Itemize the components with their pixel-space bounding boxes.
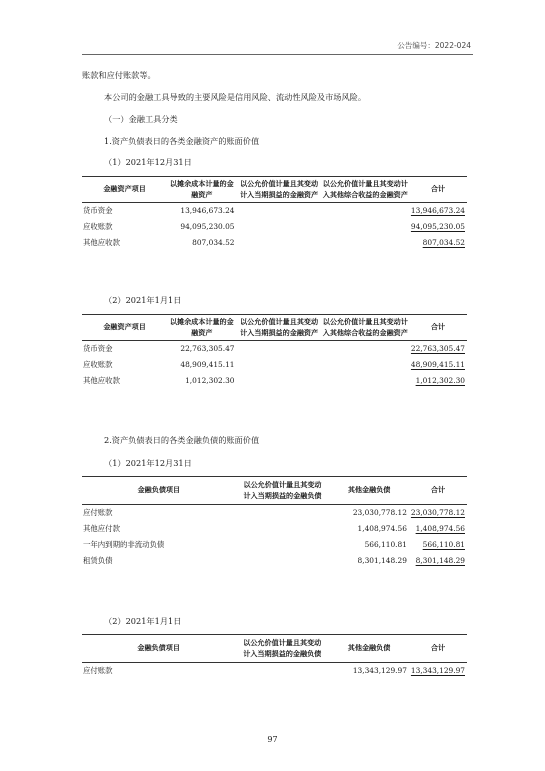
table-row bbox=[82, 373, 467, 389]
table-row bbox=[82, 521, 467, 537]
column-header: 合计 bbox=[409, 635, 467, 663]
total-value: 807,034.52 bbox=[422, 238, 465, 247]
subheading-financial-assets: 1.资产负债表日的各类金融资产的账面价值 bbox=[104, 136, 260, 146]
column-header: 合计 bbox=[409, 477, 467, 505]
date-heading-liabilities-2021-01-01: （2）2021年1月1日 bbox=[104, 616, 182, 626]
total-value: 1,408,974.56 bbox=[415, 524, 465, 533]
column-header: 金融资产项目 bbox=[82, 315, 167, 341]
fvoci-value bbox=[322, 373, 409, 389]
column-header: 金融负债项目 bbox=[82, 635, 235, 663]
fvoci-value bbox=[322, 235, 409, 251]
subheading-financial-liabilities: 2.资产负债表日的各类金融负债的账面价值 bbox=[104, 435, 260, 445]
total-value: 1,012,302.30 bbox=[415, 376, 465, 385]
table-row bbox=[82, 235, 467, 251]
table-row bbox=[82, 553, 467, 569]
table-header-row bbox=[82, 315, 467, 341]
financial-assets-table-2021-12-31 bbox=[82, 176, 467, 251]
amortized-cost-value: 48,909,415.11 bbox=[180, 360, 235, 369]
total-value: 13,946,673.24 bbox=[410, 206, 465, 216]
date-heading-assets-2021-01-01: （2）2021年1月1日 bbox=[104, 295, 182, 305]
column-header: 金融资产项目 bbox=[82, 177, 167, 203]
total-value: 48,909,415.11 bbox=[410, 360, 465, 369]
column-header: 以摊余成本计量的金融资产 bbox=[167, 315, 236, 341]
paragraph-risk-summary: 本公司的金融工具导致的主要风险是信用风险、流动性风险及市场风险。 bbox=[104, 92, 367, 102]
row-label: 应付账款 bbox=[83, 508, 113, 518]
amortized-cost-value: 13,946,673.24 bbox=[180, 206, 235, 216]
total-value: 22,763,305.47 bbox=[410, 344, 465, 354]
fvtpl-value bbox=[236, 357, 321, 373]
table-row bbox=[82, 341, 467, 357]
other-liability-value: 1,408,974.56 bbox=[357, 524, 407, 533]
page-number: 97 bbox=[267, 735, 278, 744]
row-label: 租赁负债 bbox=[83, 556, 113, 565]
column-header: 以摊余成本计量的金融资产 bbox=[167, 177, 236, 203]
fvoci-value bbox=[322, 203, 409, 219]
column-header: 以公允价值计量且其变动计入当期损益的金融资产 bbox=[236, 315, 321, 341]
financial-assets-table-2021-01-01 bbox=[82, 314, 467, 389]
fvtpl-liability-value bbox=[236, 505, 330, 521]
table-row bbox=[82, 663, 467, 679]
table-header-row bbox=[82, 177, 467, 203]
amortized-cost-value: 807,034.52 bbox=[192, 238, 235, 247]
other-liability-value: 23,030,778.12 bbox=[352, 508, 407, 518]
table-header-row bbox=[82, 477, 467, 505]
table-row bbox=[82, 219, 467, 235]
row-label: 一年内到期的非流动负债 bbox=[83, 540, 165, 549]
total-value: 23,030,778.12 bbox=[410, 508, 465, 518]
row-label: 货币资金 bbox=[83, 344, 113, 354]
table-row bbox=[82, 203, 467, 219]
row-label: 应付账款 bbox=[83, 666, 113, 676]
other-liability-value: 566,110.81 bbox=[364, 540, 407, 549]
column-header: 以公允价值计量且其变动计入其他综合收益的金融资产 bbox=[322, 315, 409, 341]
column-header: 其他金融负债 bbox=[329, 635, 409, 663]
financial-liabilities-table-2021-01-01 bbox=[82, 634, 467, 679]
fvtpl-value bbox=[236, 203, 321, 219]
fvtpl-liability-value bbox=[236, 553, 330, 569]
column-header: 合计 bbox=[409, 315, 467, 341]
column-header: 金融负债项目 bbox=[82, 477, 236, 505]
table-row bbox=[82, 357, 467, 373]
column-header: 以公允价值计量且其变动计入当期损益的金融负债 bbox=[236, 477, 330, 505]
fvtpl-value bbox=[236, 341, 321, 357]
amortized-cost-value: 22,763,305.47 bbox=[180, 344, 235, 354]
table-row bbox=[82, 537, 467, 553]
row-label: 应收账款 bbox=[83, 360, 113, 369]
column-header: 合计 bbox=[409, 177, 467, 203]
fvtpl-liability-value bbox=[236, 521, 330, 537]
row-label: 其他应收款 bbox=[83, 238, 120, 247]
date-heading-assets-2021-12-31: （1）2021年12月31日 bbox=[104, 157, 192, 167]
fvoci-value bbox=[322, 341, 409, 357]
row-label: 应收账款 bbox=[83, 222, 113, 231]
fvtpl-liability-value bbox=[236, 537, 330, 553]
section-heading-classification: （一）金融工具分类 bbox=[104, 114, 178, 124]
fvtpl-value bbox=[236, 219, 321, 235]
amortized-cost-value: 1,012,302.30 bbox=[185, 376, 235, 385]
row-label: 其他应收款 bbox=[83, 376, 120, 385]
column-header: 其他金融负债 bbox=[329, 477, 409, 505]
header-divider bbox=[82, 54, 473, 55]
column-header: 以公允价值计量且其变动计入其他综合收益的金融资产 bbox=[322, 177, 409, 203]
financial-liabilities-table-2021-12-31 bbox=[82, 476, 467, 569]
fvtpl-value bbox=[236, 235, 321, 251]
table-row bbox=[82, 505, 467, 521]
other-liability-value: 13,343,129.97 bbox=[352, 666, 407, 676]
column-header: 以公允价值计量且其变动计入当期损益的金融负债 bbox=[235, 635, 329, 663]
amortized-cost-value: 94,095,230.05 bbox=[180, 222, 235, 231]
fvoci-value bbox=[322, 357, 409, 373]
paragraph-continuation: 账款和应付账款等。 bbox=[82, 70, 156, 80]
total-value: 13,343,129.97 bbox=[410, 666, 465, 676]
fvtpl-value bbox=[236, 373, 321, 389]
column-header: 以公允价值计量且其变动计入当期损益的金融资产 bbox=[236, 177, 321, 203]
total-value: 566,110.81 bbox=[422, 540, 465, 549]
total-value: 94,095,230.05 bbox=[410, 222, 465, 231]
fvoci-value bbox=[322, 219, 409, 235]
fvtpl-liability-value bbox=[235, 663, 329, 679]
row-label: 其他应付款 bbox=[83, 524, 120, 533]
table-header-row bbox=[82, 635, 467, 663]
total-value: 8,301,148.29 bbox=[415, 556, 465, 565]
announcement-code: 公告编号：2022-024 bbox=[397, 41, 471, 50]
row-label: 货币资金 bbox=[83, 206, 113, 216]
date-heading-liabilities-2021-12-31: （1）2021年12月31日 bbox=[104, 458, 192, 468]
other-liability-value: 8,301,148.29 bbox=[357, 556, 407, 565]
